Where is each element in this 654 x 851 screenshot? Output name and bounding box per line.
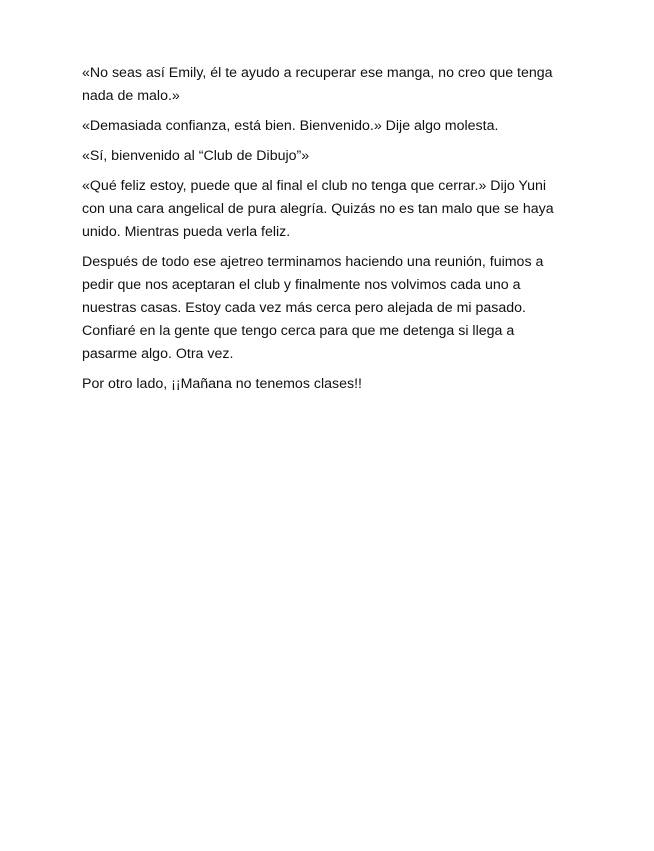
paragraph-5: Después de todo ese ajetreo terminamos haciendo una reunión, fuimos a pedir que nos aceptaran el club y finalmente nos volvimos cada uno a nuestras casas. Estoy cada vez más cerca pero alejada de mi pasado. Confiaré en la gente que tengo cerca para que me detenga si llega a pasarme algo. Otra vez. bbox=[82, 254, 544, 362]
paragraph-6: Por otro lado, ¡¡Mañana no tenemos clases!! bbox=[82, 376, 362, 392]
paragraph-2: «Demasiada confianza, está bien. Bienvenido.» Dije algo molesta. bbox=[82, 118, 499, 134]
paragraph-1: «No seas así Emily, él te ayudo a recuperar ese manga, no creo que tenga nada de malo.» bbox=[82, 65, 553, 104]
paragraph-4: «Qué feliz estoy, puede que al final el club no tenga que cerrar.» Dijo Yuni con una cara angelical de pura alegría. Quizás no es tan malo que se haya unido. Mientras pueda verla feliz. bbox=[82, 178, 554, 240]
paragraph-3: «Sí, bienvenido al “Club de Dibujo”» bbox=[82, 148, 310, 164]
document-body bbox=[82, 62, 572, 403]
